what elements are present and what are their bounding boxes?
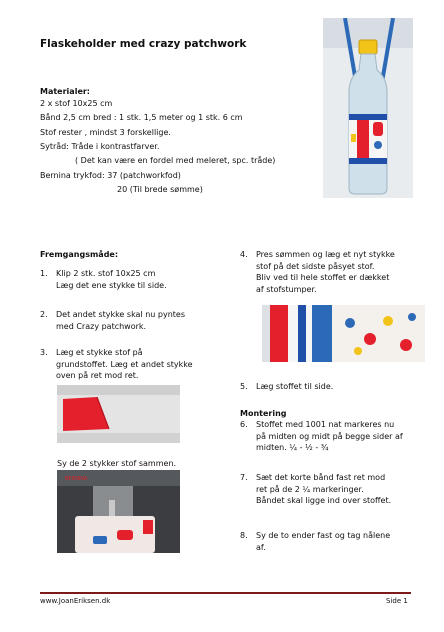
step-number: 1. <box>40 269 48 278</box>
step-text: Det andet stykke skal nu pyntes <box>56 310 186 319</box>
materials-line: 2 x stof 10x25 cm <box>40 99 113 108</box>
step-number: 6. <box>240 420 248 429</box>
step-number: 3. <box>40 348 48 357</box>
step-text: Båndet skal ligge ind over stoffet. <box>256 496 392 505</box>
step-number: 4. <box>240 250 248 259</box>
step-text: Læg det ene stykke til side. <box>56 280 167 290</box>
step-text: ret på de 2 ¼ markeringer. <box>256 484 364 494</box>
step-number: 8. <box>240 531 248 540</box>
step-text: Stoffet med 1001 nat markeres nu <box>256 420 395 429</box>
step-number: 2. <box>40 310 48 319</box>
step-text: oven på ret mod ret. <box>56 371 139 380</box>
materials-line: Stof rester , mindst 3 forskellige. <box>40 128 171 137</box>
patchwork-strip-photo <box>262 305 425 362</box>
step-text: Læg et stykke stof på <box>56 348 143 357</box>
materials-heading: Materialer: <box>40 87 91 96</box>
step-number: 7. <box>240 473 248 482</box>
step-text: Sæt det korte bånd fast ret mod <box>256 473 386 482</box>
step-text: Bliv ved til hele stoffet er dækket <box>256 273 390 282</box>
footer-rule <box>40 592 411 594</box>
footer-page-number: Side 1 <box>386 597 408 605</box>
materials-line: ( Det kan være en fordel med meleret, spc. tråde) <box>75 156 276 165</box>
step-number: 5. <box>240 382 248 391</box>
document-title: Flaskeholder med crazy patchwork <box>40 38 247 50</box>
materials-line: 20 (Til brede sømme) <box>117 185 203 194</box>
bottle-holder-photo <box>323 18 413 198</box>
materials-line: Bernina trykfod: 37 (patchworkfod) <box>40 171 181 180</box>
machine-brand-label: BERNINA <box>65 476 88 482</box>
step-text: på midten og midt på begge sider af <box>256 431 403 441</box>
materials-line: Sytråd: Tråde i kontrastfarver. <box>40 142 160 151</box>
fabric-photo <box>57 385 180 443</box>
assembly-heading: Montering <box>240 409 287 418</box>
bottle-holder-illustration <box>323 18 413 198</box>
sewing-machine-illustration <box>57 470 180 553</box>
step-text: midten. ¼ - ½ - ¾ <box>256 443 329 452</box>
footer-website: www.JoanEriksen.dk <box>40 597 111 605</box>
step-text: grundstoffet. Læg et andet stykke <box>56 359 193 369</box>
materials-line: Bånd 2,5 cm bred : 1 stk. 1,5 meter og 1 stk. 6 cm <box>40 113 243 122</box>
step-text: af. <box>256 542 266 552</box>
step-text: Pres sømmen og læg et nyt stykke <box>256 250 395 259</box>
fabric-illustration <box>57 385 180 443</box>
patchwork-strip-illustration <box>262 305 425 362</box>
step-text: Læg stoffet til side. <box>256 382 334 391</box>
sewing-machine-photo <box>57 470 180 553</box>
step-text: af stofstumper. <box>256 284 317 294</box>
procedure-heading: Fremgangsmåde: <box>40 250 119 259</box>
step-text: Klip 2 stk. stof 10x25 cm <box>56 269 156 278</box>
step-text: med Crazy patchwork. <box>56 321 147 331</box>
step-text: Sy de to ender fast og tag nålene <box>256 531 391 540</box>
sew-caption: Sy de 2 stykker stof sammen. <box>57 459 177 468</box>
step-text: stof på det sidste påsyet stof. <box>256 261 375 271</box>
